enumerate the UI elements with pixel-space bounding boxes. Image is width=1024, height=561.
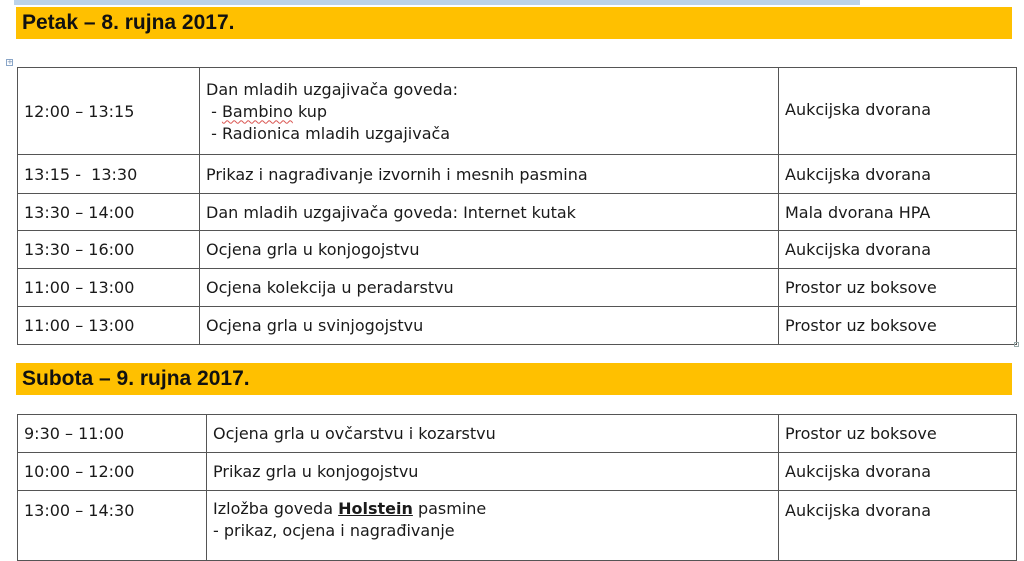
time-cell: 9:30 – 11:00 [18, 415, 207, 453]
schedule-table-saturday [17, 414, 1017, 561]
schedule-table-friday [17, 67, 1017, 345]
table-row [18, 194, 1017, 231]
activity-cell: Ocjena grla u ovčarstvu i kozarstvu [207, 415, 779, 453]
activity-text: pasmine [412, 499, 487, 518]
time-cell: 11:00 – 13:00 [18, 269, 200, 307]
table-row [18, 231, 1017, 269]
activity-line: - prikaz, ocjena i nagrađivanje [213, 521, 455, 540]
activity-cell: Prikaz i nagrađivanje izvornih i mesnih pasmina [200, 155, 779, 194]
table-row [18, 415, 1017, 453]
table-row [18, 269, 1017, 307]
activity-line: Dan mladih uzgajivača goveda: [206, 79, 458, 99]
breed-name: Holstein [338, 499, 413, 518]
place-cell: Aukcijska dvorana [779, 491, 1017, 561]
activity-cell [200, 68, 779, 155]
table-row [18, 491, 1017, 561]
top-color-strip [14, 0, 860, 5]
time-cell: 11:00 – 13:00 [18, 307, 200, 345]
time-cell: 13:00 – 14:30 [18, 491, 207, 561]
spellcheck-word: Bambino [221, 101, 293, 121]
activity-line [213, 498, 778, 520]
activity-cell: Ocjena kolekcija u peradarstvu [200, 269, 779, 307]
activity-cell [207, 491, 779, 561]
table-row [18, 307, 1017, 345]
place-cell: Aukcijska dvorana [779, 453, 1017, 491]
table-resize-handle-icon[interactable] [1014, 342, 1019, 347]
activity-line: - Radionica mladih uzgajivača [206, 123, 451, 143]
activity-text: kup [292, 101, 328, 121]
table-row [18, 155, 1017, 194]
day-header-friday: Petak – 8. rujna 2017. [16, 7, 1012, 39]
place-cell: Prostor uz boksove [779, 415, 1017, 453]
time-cell: 13:15 - 13:30 [18, 155, 200, 194]
activity-cell: Ocjena grla u konjogojstvu [200, 231, 779, 269]
time-cell: 10:00 – 12:00 [18, 453, 207, 491]
time-cell: 12:00 – 13:15 [18, 68, 200, 155]
table-row [18, 453, 1017, 491]
place-cell: Prostor uz boksove [779, 269, 1017, 307]
activity-cell: Dan mladih uzgajivača goveda: Internet kutak [200, 194, 779, 231]
place-cell: Aukcijska dvorana [779, 155, 1017, 194]
time-cell: 13:30 – 16:00 [18, 231, 200, 269]
time-cell: 13:30 – 14:00 [18, 194, 200, 231]
activity-text: Izložba goveda [213, 499, 339, 518]
day-header-saturday: Subota – 9. rujna 2017. [16, 363, 1012, 395]
table-move-handle-icon[interactable]: + [7, 58, 13, 66]
activity-line [206, 101, 778, 123]
activity-text: - [206, 101, 222, 121]
activity-cell: Prikaz grla u konjogojstvu [207, 453, 779, 491]
place-cell: Aukcijska dvorana [779, 68, 1017, 155]
table-row [18, 68, 1017, 155]
place-cell: Prostor uz boksove [779, 307, 1017, 345]
activity-cell: Ocjena grla u svinjogojstvu [200, 307, 779, 345]
place-cell: Mala dvorana HPA [779, 194, 1017, 231]
place-cell: Aukcijska dvorana [779, 231, 1017, 269]
